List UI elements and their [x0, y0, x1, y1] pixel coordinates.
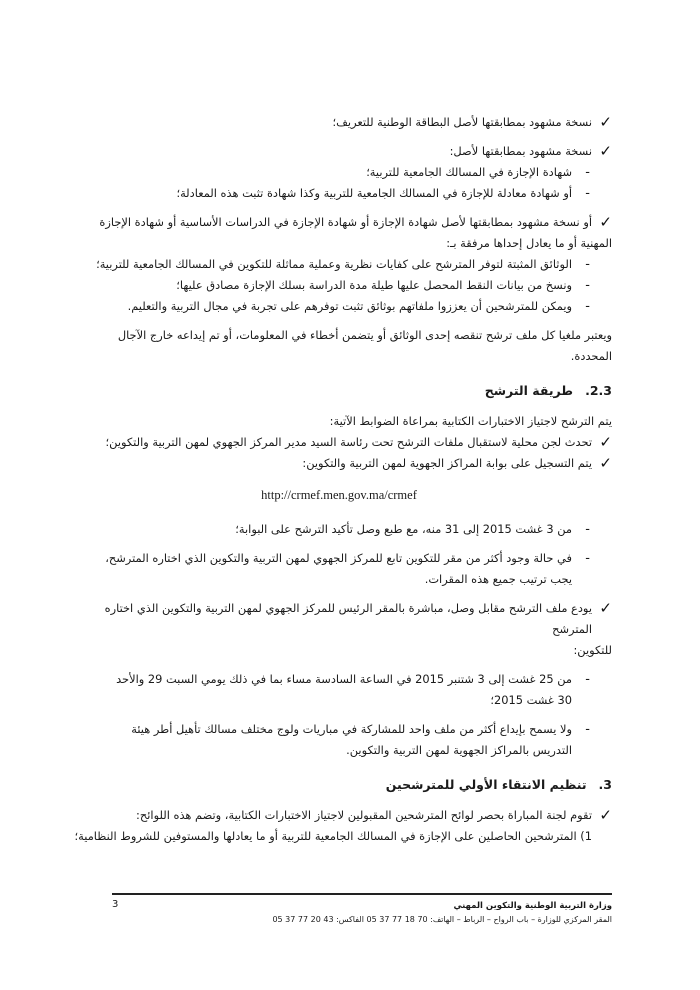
- item-text: تقوم لجنة المباراة بحصر لوائح المترشحين المقبولين لاجتياز الاختبارات الكتابية، وتضم هذه اللوائح:: [136, 808, 592, 822]
- item-text: من 3 غشت 2015 إلى 31 منه، مع طبع وصل تأكيد الترشح على البوابة؛: [235, 522, 572, 536]
- checkmark-icon: ✓: [599, 454, 612, 472]
- item-text: أو نسخة مشهود بمطابقتها لأصل شهادة الإجازة أو شهادة الإجازة في الدراسات الأساسية أو شهادة الإجازة: [99, 215, 592, 229]
- ministry-address: المقر المركزي للوزارة – باب الرواح – الرباط – الهاتف: 70 18 77 37 05 الفاكس: 43 20 77 37 05: [272, 915, 612, 924]
- paragraph-continuation: المحددة.: [570, 349, 612, 363]
- checkmark-icon: ✓: [599, 213, 612, 231]
- dash-icon: -: [585, 186, 590, 201]
- dash-item: [66, 296, 612, 317]
- item-text: يتم التسجيل على بوابة المراكز الجهوية لمهن التربية والتكوين:: [302, 456, 592, 470]
- dash-item: [66, 275, 612, 296]
- dash-icon: -: [585, 551, 590, 566]
- item-text: ويمكن للمترشحين أن يعززوا ملفاتهم بوثائق تثبت توفرهم على تجربة في مجال التربية والتعليم.: [127, 299, 572, 313]
- dash-item: [66, 183, 612, 204]
- checkmark-icon: ✓: [599, 113, 612, 131]
- dash-icon: -: [585, 165, 590, 180]
- item-text-continuation: التدريس بالمراكز الجهوية لمهن التربية والتكوين.: [346, 743, 572, 757]
- section-number: 2.3.: [585, 383, 612, 398]
- checklist-item: [66, 432, 612, 453]
- footer-rule: [112, 893, 612, 895]
- item-text: أو شهادة معادلة للإجازة في المسالك الجامعية للتربية وكذا شهادة تثبت هذه المعادلة؛: [176, 186, 572, 200]
- checklist-item: [66, 141, 612, 162]
- item-text: يودع ملف الترشح مقابل وصل، مباشرة بالمقر الرئيس للمركز الجهوي لمهن التربية والتكوين الذي اختاره المترشح: [104, 601, 592, 636]
- numbered-item: 1) المترشحين الحاصلين على الإجازة في المسالك الجامعية للتربية أو ما يعادلها والمستوفين للشروط النظامية؛: [74, 829, 592, 843]
- section-title: تنظيم الانتقاء الأولي للمترشحين: [385, 777, 587, 792]
- dash-icon: -: [585, 257, 590, 272]
- dash-icon: -: [585, 278, 590, 293]
- item-text: الوثائق المثبتة لتوفر المترشح على كفايات نظرية وعملية مماثلة للتكوين في المسالك الجامعية للتربية؛: [96, 257, 572, 271]
- item-text: ولا يسمح بإيداع أكثر من ملف واحد للمشاركة في مباريات ولوج مختلف مسالك تأهيل أطر هيئة: [131, 722, 572, 736]
- dash-item: [66, 719, 612, 761]
- ministry-name: وزارة التربية الوطنية والتكوين المهني: [453, 901, 612, 911]
- item-text: ونسخ من بيانات النقط المحصل عليها طيلة مدة الدراسة بسلك الإجازة مصادق عليها؛: [176, 278, 572, 292]
- dash-icon: -: [585, 722, 590, 737]
- checkmark-icon: ✓: [599, 142, 612, 160]
- item-text: في حالة وجود أكثر من مقر للتكوين تابع للمركز الجهوي لمهن التربية والتكوين الذي اختاره المترشح،: [105, 551, 572, 565]
- dash-item: [66, 519, 612, 540]
- paragraph: ويعتبر ملغيا كل ملف ترشح تنقصه إحدى الوثائق أو يتضمن أخطاء في المعلومات، أو تم إيداعه خارج الآجال: [117, 328, 612, 342]
- item-text: شهادة الإجازة في المسالك الجامعية للتربية؛: [366, 165, 572, 179]
- section-heading: [66, 775, 612, 795]
- checklist-item: [66, 805, 612, 826]
- dash-item: [66, 669, 612, 711]
- dash-icon: -: [585, 672, 590, 687]
- checklist-item: [66, 112, 612, 133]
- item-continuation: المهنية أو ما يعادل إحداها مرفقة بـ:: [446, 236, 612, 250]
- section-heading: [66, 381, 612, 401]
- item-text: نسخة مشهود بمطابقتها لأصل البطاقة الوطنية للتعريف؛: [332, 115, 592, 129]
- checkmark-icon: ✓: [599, 806, 612, 824]
- checkmark-icon: ✓: [599, 599, 612, 617]
- item-text: تحدث لجن محلية لاستقبال ملفات الترشح تحت رئاسة السيد مدير المركز الجهوي لمهن التربية والتكوين؛: [105, 435, 592, 449]
- item-text: من 25 غشت إلى 3 شتنبر 2015 في الساعة السادسة مساء بما في ذلك يومي السبت 29 والأحد: [116, 672, 572, 686]
- checklist-item: [66, 212, 612, 233]
- checklist-item: [66, 598, 612, 640]
- item-text: نسخة مشهود بمطابقتها لأصل:: [449, 144, 592, 158]
- item-text-continuation: يجب ترتيب جميع هذه المقرات.: [424, 572, 572, 586]
- page-number: 3: [112, 899, 119, 910]
- dash-item: [66, 548, 612, 590]
- dash-icon: -: [585, 299, 590, 314]
- dash-item: [66, 162, 612, 183]
- section-intro: يتم الترشح لاجتياز الاختبارات الكتابية بمراعاة الضوابط الآتية:: [329, 414, 612, 428]
- section-number: 3.: [598, 777, 612, 792]
- dash-icon: -: [585, 522, 590, 537]
- checklist-item: [66, 453, 612, 474]
- checkmark-icon: ✓: [599, 433, 612, 451]
- dash-item: [66, 254, 612, 275]
- item-text-continuation: 30 غشت 2015؛: [490, 693, 572, 707]
- portal-url[interactable]: http://crmef.men.gov.ma/crmef: [261, 488, 417, 502]
- page-footer: [112, 893, 612, 927]
- section-title: طريقة الترشح: [484, 383, 574, 398]
- item-continuation: للتكوين:: [573, 643, 612, 657]
